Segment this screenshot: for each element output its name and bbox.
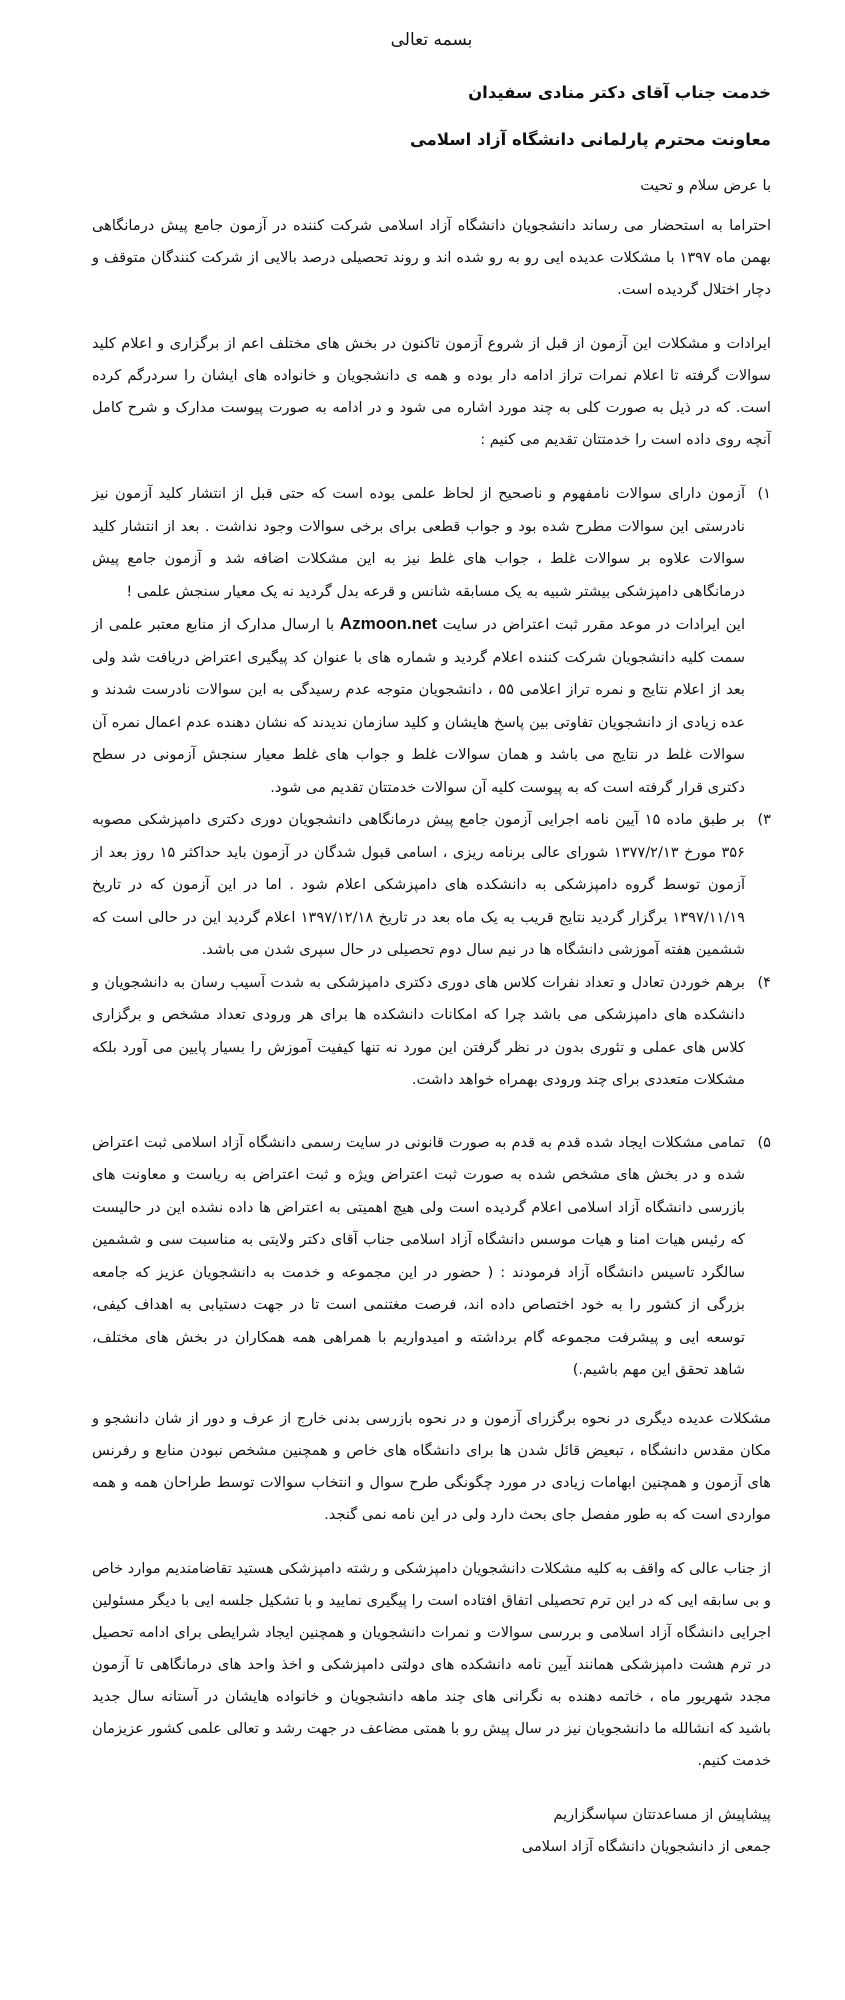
site-name: Azmoon.net [339,614,438,633]
recipient-title: معاونت محترم پارلمانی دانشگاه آزاد اسلامی [409,130,771,149]
item-number: ۴) [757,973,771,991]
item-paragraph: آزمون دارای سوالات نامفهوم و ناصحیح از لحاظ علمی بوده است که حتی قبل از انتشار کلید آزمون نیز نادرستی این سوالات مطرح شده بود و جواب قطعی برای برخی سوالات وجود نداشت . بعد از انتشار کلید سوالات علاوه بر سوالات غلط ، جواب های غلط نیز به این مشکلات اضافه شد و آزمون جامع پیش درمانگاهی دامپزشکی بیشتر شبیه به یک مسابقه شانس و قرعه بدل گردید نه یک معیار سنجش علمی ! [92,485,745,600]
item-paragraph: برهم خوردن تعادل و تعداد نفرات کلاس های دوری دکتری دامپزشکی به شدت آسیب رسان به دانشجویان و دانشکده های دامپزشکی می باشد چرا که امکانات دانشکده ها برای هر ورودی تعداد مشخص و برگزاری کلاس های عملی و تئوری بدون در نظر گرفتن این مورد نه تنها کیفیت آموزش را بسیار پایین می آورد بلکه مشکلات متعددی برای چند ورودی بهمراه خواهد داشت. [92,973,745,1088]
list-item [92,967,771,1097]
item-text: این ایرادات در موعد مقرر ثبت اعتراض در سایت [442,616,746,633]
recipient-name: خدمت جناب آقای دکتر منادی سفیدان [468,83,771,102]
issues-list [92,478,771,1387]
body-paragraph-1: مشکلات عدیده دیگری در نحوه برگزرای آزمون و در نحوه بازرسی بدنی خارج از عرف و دور از شان دانشجو و مکان مقدس دانشگاه ، تبعیض قائل شدن ها برای دانشگاه های خاص و همچنین مشخص نبودن منابع و رفرنس های آزمون و همچنین ابهامات زیادی در مورد چگونگی طرح سوال و انتخاب سوالات توسط طراحان همه و همه مواردی است که به طور مفصل جای بحث دارد ولی در این نامه نمی گنجد. [92,1409,771,1523]
signature: جمعی از دانشجویان دانشگاه آزاد اسلامی [521,1837,771,1855]
item-paragraph: بر طبق ماده ۱۵ آیین نامه اجرایی آزمون جامع پیش درمانگاهی دانشجویان دوری دکتری دامپزشکی مصوبه ۳۵۶ مورخ ۱۳۷۷/۲/۱۳ شورای عالی برنامه ریزی ، اسامی قبول شدگان در آزمون باید حداکثر ۱۵ روز بعد از آزمون توسط گروه دامپزشکی به دانشکده های دامپزشکی اعلام شود . اما در این آزمون که در تاریخ ۱۳۹۷/۱۱/۱۹ برگزار گردید نتایج قریب به یک ماه بعد در تاریخ ۱۳۹۷/۱۲/۱۸ اعلام گردید این در حالی است که ششمین هفته آموزشی دانشگاه ها در نیم سال دوم تحصیلی در حال سپری شدن می باشد. [92,811,746,958]
item-paragraph: تمامی مشکلات ایجاد شده قدم به قدم به صورت قانونی در سایت رسمی دانشگاه آزاد اسلامی ثبت اعتراض شده و در بخش های مشخص شده به صورت ثبت اعتراض ویژه و ثبت اعتراض به ریاست و معاونت های بازرسی دانشگاه آزاد اسلامی اعلام گردیده است ولی هیچ اهمیتی به اعتراض ها داده نشده این در حالیست که رئیس هیات امنا و هیات موسس دانشگاه آزاد اسلامی جناب آقای دکتر ولایتی به مناسبت سی و ششمین سالگرد تاسیس دانشگاه آزاد فرمودند : ( حضور در این مجموعه و خدمت به دانشجویان عزیز که جامعه بزرگی از کشور را به خود اختصاص داده اند، فرصت مغتنمی است تا در جهت دستیابی به اهداف کیفی، توسعه ایی و پیشرفت مجموعه گام برداشته و امیدواریم با همراهی همه همکاران در بخش های مختلف، شاهد تحقق این مهم باشیم.) [92,1133,745,1378]
list-item [92,478,771,804]
list-item [92,804,771,967]
list-item [92,1127,771,1387]
greeting: با عرض سلام و تحیت [640,177,771,194]
item-number: ۱) [757,485,771,502]
item-number: ۵) [757,1133,771,1151]
body-paragraph-2: از جناب عالی که واقف به کلیه مشکلات دانشجویان دامپزشکی و رشته دامپزشکی هستید تقاضامندیم موارد خاص و بی سابقه ایی که در این ترم تحصیلی اتفاق افتاده است را پیگیری نمایید و با تشکیل جلسه ایی با دیگر مسئولین اجرایی دانشگاه آزاد اسلامی و بررسی سوالات و نمرات دانشجویان و همچنین ایجاد شرایطی برای ادامه تحصیل در ترم هشت دامپزشکی همانند آیین نامه دانشکده های دولتی دامپزشکی و اخذ واحد های درمانگاهی تا آزمون مجدد شهریور ماه ، خاتمه دهنده به نگرانی های چند ماهه دانشجویان و خانواده هایشان در آستانه سال جدید باشید که انشالله ما دانشجویان نیز در سال پیش رو با همتی مضاعف در جهت رشد و تعالی علمی کشور عزیزمان خدمت کنیم. [92,1559,771,1769]
item-text: با ارسال مدارک از منابع معتبر علمی از سمت کلیه دانشجویان شرکت کننده اعلام گردید و شماره های با عنوان کد پیگیری اعتراض دریافت شد ولی بعد از اعلام نتایج و نمره تراز اعلامی ۵۵ ، دانشجویان متوجه عدم رسیدگی به این سوالات نادرست شدند و عده زیادی از دانشجویان تفاوتی بین پاسخ هایشان و کلید سازمان ندیدند که نشان دهنده عدم اعمال نمره آن سوالات غلط در نتایج می باشد و همان سوالات غلط و جواب های غلط معیار سنجش آزمونی در سطح دکتری قرار گرفته است که به پیوست کلیه آن سوالات خدمتتان تقدیم می شود. [92,616,745,796]
item-number: ۳) [757,811,771,828]
intro-paragraph-1: احتراما به استحضار می رساند دانشجویان دانشگاه آزاد اسلامی شرکت کننده در آزمون جامع پیش درمانگاهی بهمن ماه ۱۳۹۷ با مشکلات عدیده ایی رو به رو شده اند و روند تحصیلی درصد بالایی از شرکت کنندگان متوقف و دچار اختلال گردیده است. [92,217,771,298]
closing-thanks: پیشاپیش از مساعدتتان سپاسگزاریم [553,1805,771,1823]
intro-paragraph-2: ایرادات و مشکلات این آزمون از قبل از شروع آزمون تاکنون در بخش های مختلف اعم از برگزاری و اعلام کلید سوالات گرفته تا اعلام نمرات تراز ادامه دار بوده و همه ی دانشجویان و خانواده های ایشان را سردرگم کرده است. که در ذیل به صورت کلی به چند مورد اشاره می شود و در ادامه به صورت پیوست مدارک و شرح کامل آنچه روی داده است را خدمتتان تقدیم می کنیم : [92,335,771,448]
item-paragraph [92,608,745,804]
letter-heading: بسمه تعالی [390,30,473,50]
closing-block [92,1799,771,1863]
